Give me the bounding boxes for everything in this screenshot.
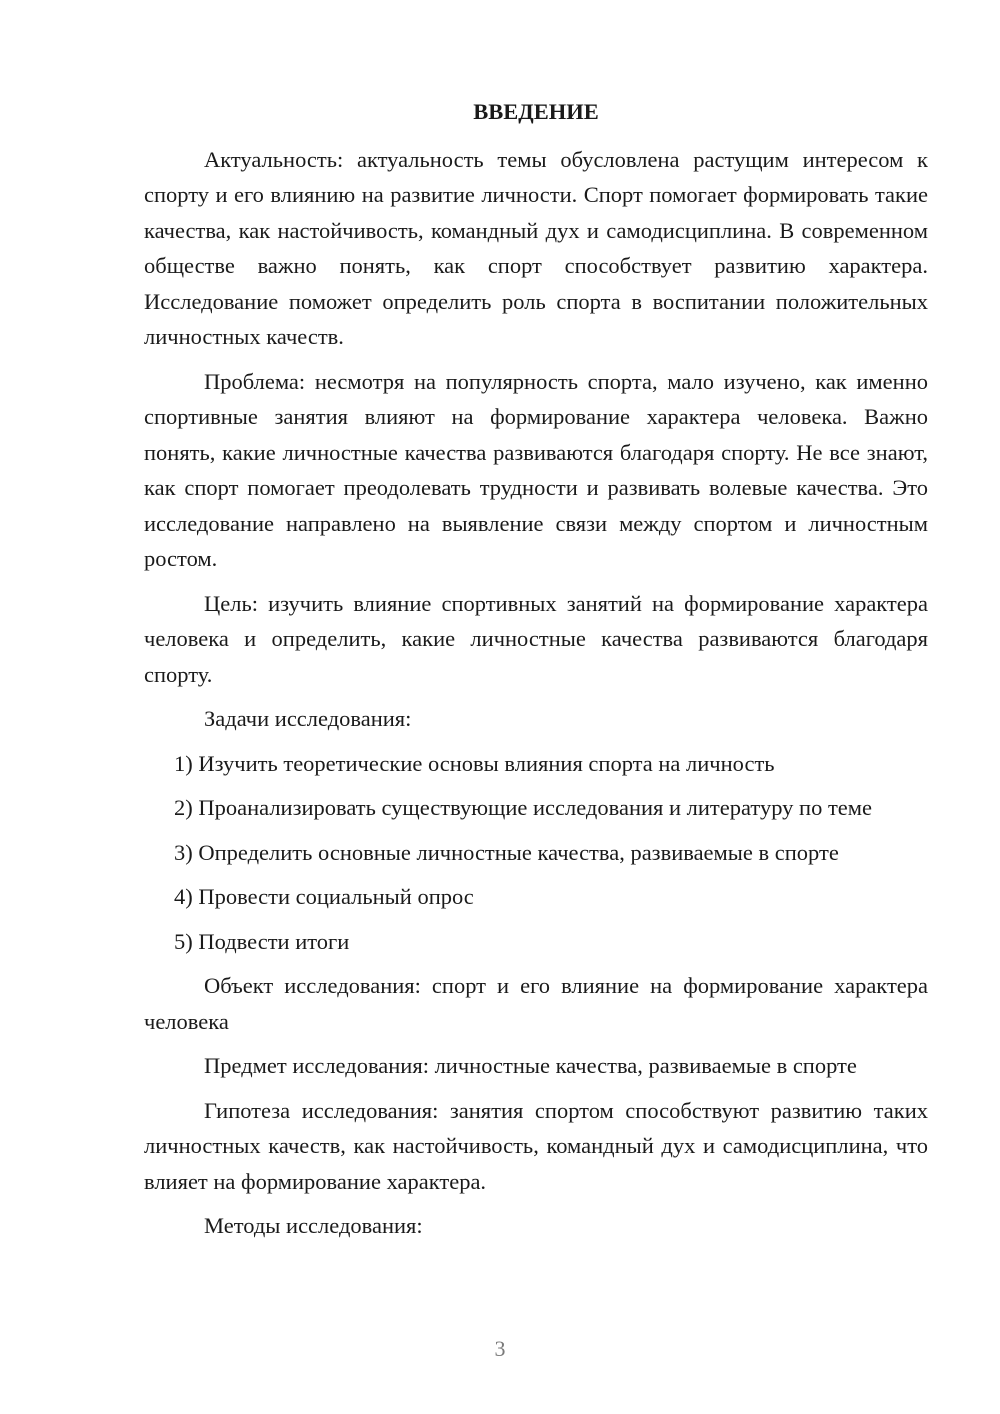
task-item-5: 5) Подвести итоги	[174, 928, 350, 954]
section-title: ВВЕДЕНИЕ	[473, 99, 599, 124]
relevance-paragraph: Актуальность: актуальность темы обусловлена растущим интересом к спорту и его влиянию на развитие личности. Спорт помогает формировать такие качества, как настойчивость, командный дух и самодисциплина. В современном обществе важно понять, как спорт способствует развитию характера. Исследование поможет определить роль спорта в воспитании положительных личностных качеств.	[144, 146, 928, 349]
page-number: 3	[494, 1336, 506, 1361]
task-item-3: 3) Определить основные личностные качества, развиваемые в спорте	[174, 839, 839, 865]
object-paragraph: Объект исследования: спорт и его влияние на формирование характера человека	[144, 973, 928, 1034]
page-content	[144, 94, 928, 1253]
task-item-1: 1) Изучить теоретические основы влияния спорта на личность	[174, 750, 775, 776]
task-item-2: 2) Проанализировать существующие исследования и литературу по теме	[174, 795, 872, 820]
problem-paragraph: Проблема: несмотря на популярность спорта, мало изучено, как именно спортивные занятия влияют на формирование характера человека. Важно понять, какие личностные качества развиваются благодаря спорту. Не все знают, как спорт помогает преодолевать трудности и развивать волевые качества. Это исследование направлено на выявление связи между спортом и личностным ростом.	[144, 368, 928, 571]
hypothesis-paragraph: Гипотеза исследования: занятия спортом способствуют развитию таких личностных качеств, как настойчивость, командный дух и самодисциплина, что влияет на формирование характера.	[144, 1097, 928, 1194]
tasks-heading: Задачи исследования:	[204, 706, 412, 731]
subject-paragraph: Предмет исследования: личностные качества, развиваемые в спорте	[204, 1053, 857, 1078]
task-item-4: 4) Провести социальный опрос	[174, 884, 474, 909]
goal-paragraph: Цель: изучить влияние спортивных занятий на формирование характера человека и определить, какие личностные качества развиваются благодаря спорту.	[144, 590, 928, 687]
methods-heading: Методы исследования:	[204, 1213, 423, 1238]
